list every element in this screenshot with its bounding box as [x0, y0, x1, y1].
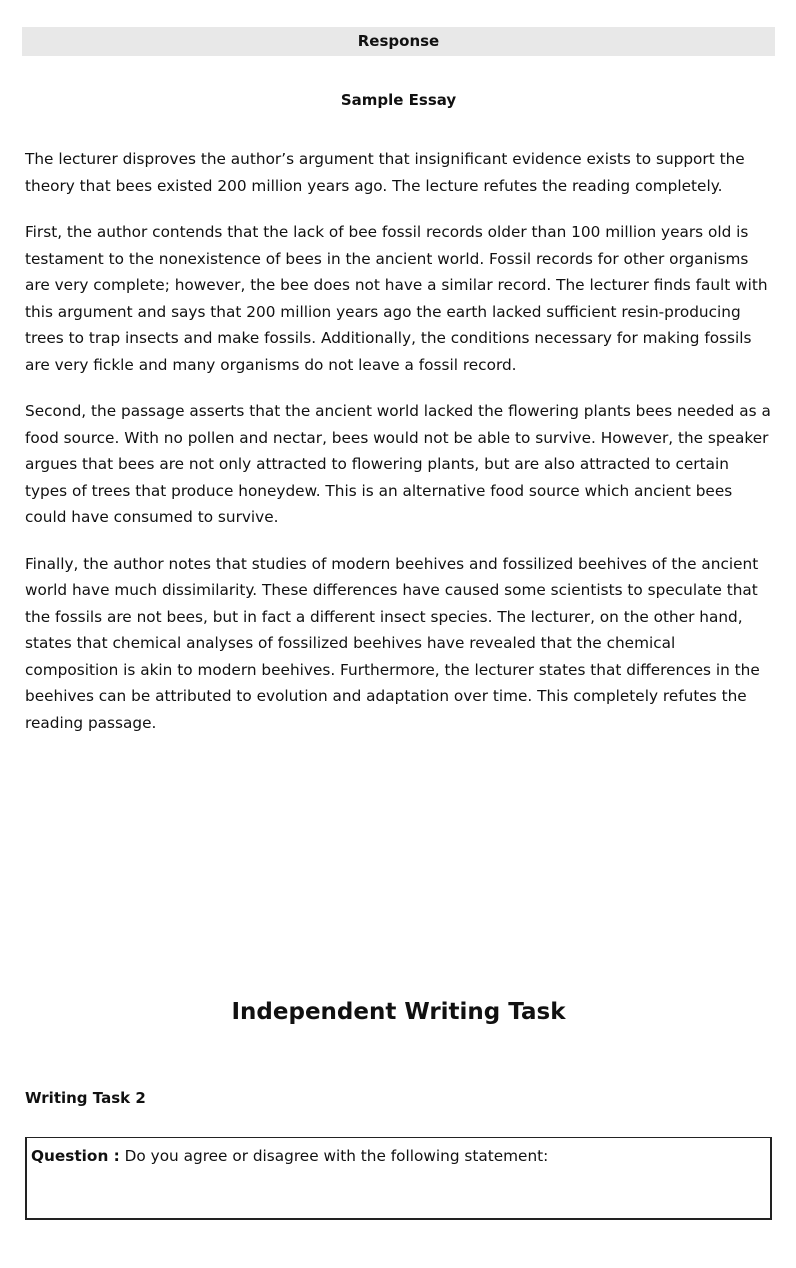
independent-writing-task-title: Independent Writing Task	[231, 999, 566, 1025]
essay-paragraph-4: Finally, the author notes that studies of modern beehives and fossilized beehives of the ancient world have much dissimilarity. These differences have caused some scientists to speculate that the fossils are not bees, but in fact a different insect species. The lecturer, on the other hand, states that chemical analyses of fossilized beehives have revealed that the chemical composition is akin to modern beehives. Furthermore, the lecturer states that differences in the beehives can be attributed to evolution and adaptation over time. This completely refutes the reading passage.	[25, 554, 760, 732]
essay-paragraph-2: First, the author contends that the lack of bee fossil records older than 100 million years old is testament to the nonexistence of bees in the ancient world. Fossil records for other organisms are very complete; however, the bee does not have a similar record. The lecturer finds fault with this argument and says that 200 million years ago the earth lacked sufficient resin-producing trees to trap insects and make fossils. Additionally, the conditions necessary for making fossils are very fickle and many organisms do not leave a fossil record.	[25, 223, 768, 374]
essay-body	[25, 146, 773, 756]
essay-paragraph-1: The lecturer disproves the author’s argument that insignificant evidence exists to support the theory that bees existed 200 million years ago. The lecture refutes the reading completely.	[25, 150, 745, 195]
response-header-bar	[22, 27, 775, 56]
question-box	[25, 1137, 772, 1220]
sample-essay-title: Sample Essay	[340, 91, 457, 109]
writing-task-2-label: Writing Task 2	[25, 1089, 146, 1107]
essay-paragraph-3: Second, the passage asserts that the ancient world lacked the flowering plants bees needed as a food source. With no pollen and nectar, bees would not be able to survive. However, the speaker argues that bees are not only attracted to flowering plants, but are also attracted to certain types of trees that produce honeydew. This is an alternative food source which ancient bees could have consumed to survive.	[25, 402, 771, 526]
question-line	[31, 1143, 548, 1169]
question-label: Question :	[31, 1147, 120, 1165]
response-label: Response	[357, 32, 440, 50]
question-text: Do you agree or disagree with the following statement:	[119, 1147, 549, 1165]
